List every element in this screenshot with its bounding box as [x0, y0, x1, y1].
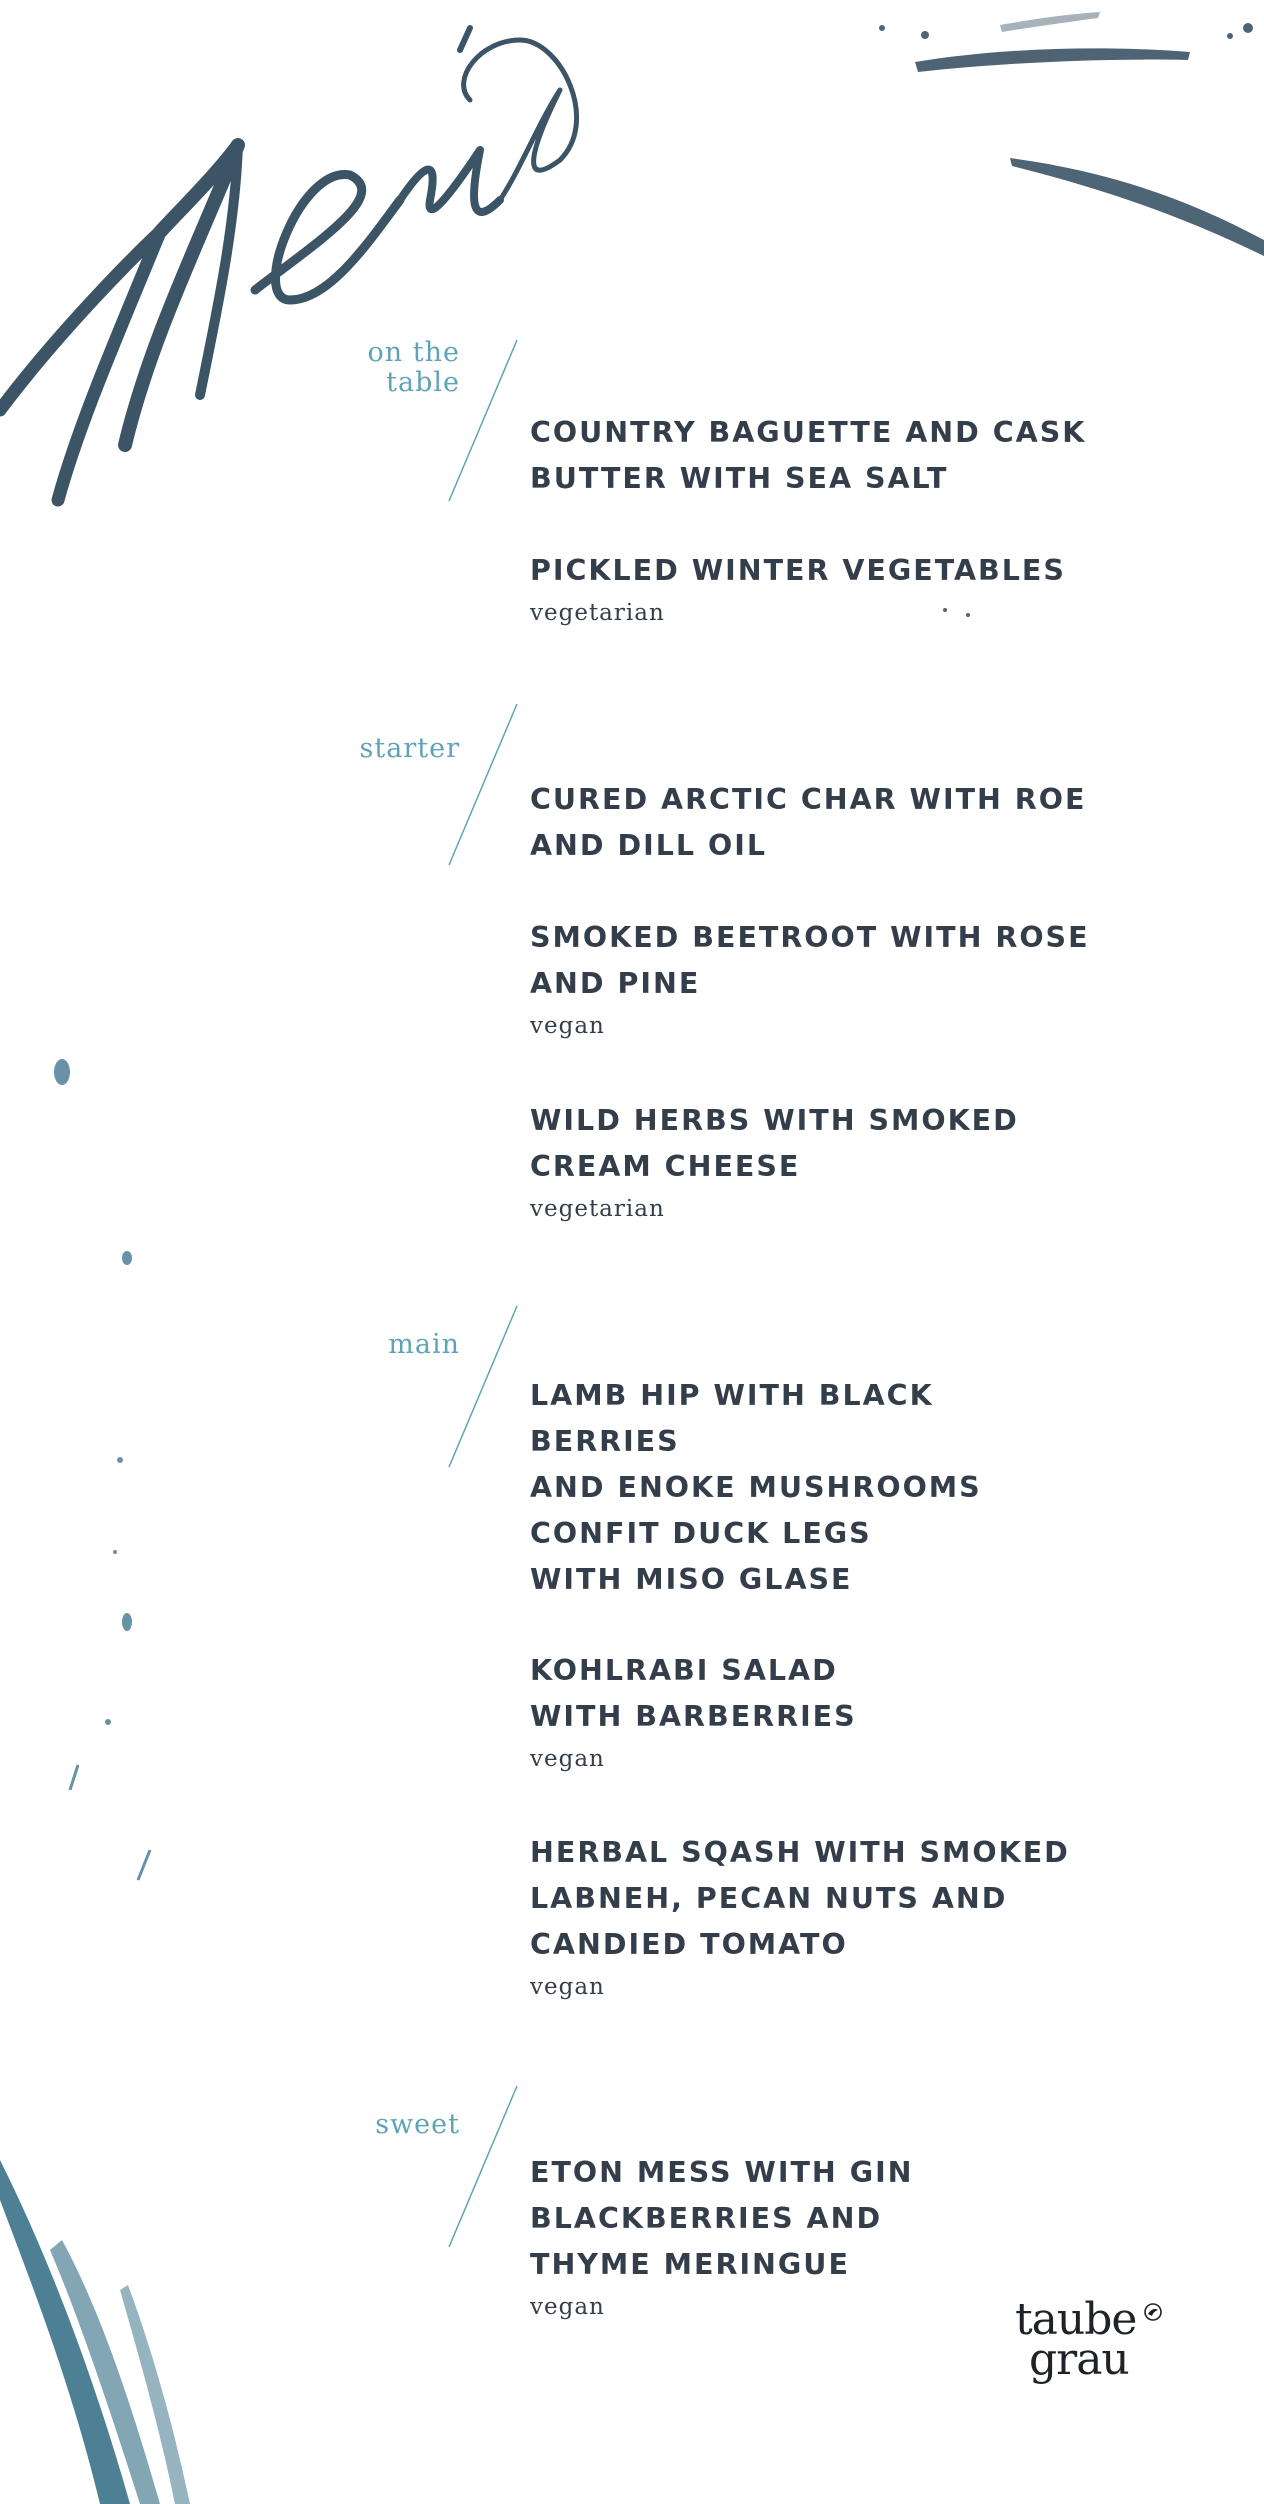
section-label-sweet: sweet — [375, 2109, 460, 2140]
menu-item-name: HERBAL SQASH WITH SMOKED LABNEH, PECAN NUTS AND CANDIED TOMATO — [530, 1836, 1070, 1961]
menu-item-name: CURED ARCTIC CHAR WITH ROE AND DILL OIL — [530, 783, 1087, 862]
menu-item-name: LAMB HIP WITH BLACK BERRIES AND ENOKE MUSHROOMS — [530, 1379, 982, 1504]
menu-item-name: SMOKED BEETROOT WITH ROSE AND PINE — [530, 921, 1090, 1000]
dove-mark-icon — [1142, 2301, 1164, 2323]
menu-item-dietary-note: vegan — [530, 1746, 605, 1772]
menu-item-dietary-note: vegan — [530, 1974, 605, 2000]
menu-item-dietary-note: vegan — [530, 1013, 605, 1039]
section-divider-slash — [445, 2084, 520, 2249]
menu-item-name: CONFIT DUCK LEGS WITH MISO GLASE — [530, 1517, 872, 1596]
menu-item — [530, 777, 1090, 869]
menu-item-name: PICKLED WINTER VEGETABLES — [530, 554, 1066, 587]
menu-item-dietary-note: vegetarian — [530, 600, 665, 626]
section-divider-slash — [445, 338, 520, 503]
menu-item-name: WILD HERBS WITH SMOKED CREAM CHEESE — [530, 1104, 1019, 1183]
menu-item — [530, 2150, 1090, 2320]
menu-item — [530, 1511, 1090, 1603]
menu-item-name: KOHLRABI SALAD WITH BARBERRIES — [530, 1654, 857, 1733]
menu-item — [530, 548, 1090, 626]
section-label-starter: starter — [359, 733, 460, 764]
section-divider-slash — [445, 702, 520, 867]
menu-item-dietary-note: vegetarian — [530, 1196, 665, 1222]
menu-item — [530, 1830, 1090, 2000]
menu-item — [530, 915, 1090, 1039]
section-divider-slash — [445, 1304, 520, 1469]
section-label-on-the-table: on the table — [367, 337, 460, 398]
brand-line-1: taube — [1015, 2294, 1137, 2345]
menu-item-name: ETON MESS WITH GIN BLACKBERRIES AND THYME MERINGUE — [530, 2156, 914, 2281]
menu-item — [530, 1098, 1090, 1222]
menu-item-dietary-note: vegan — [530, 2294, 605, 2320]
menu-item — [530, 1373, 1090, 1511]
menu-item-name: COUNTRY BAGUETTE AND CASK BUTTER WITH SEA SALT — [530, 416, 1087, 495]
menu-item — [530, 410, 1090, 502]
section-label-main: main — [388, 1329, 460, 1360]
menu-item — [530, 1648, 1090, 1772]
brand-line-2: grau — [1029, 2334, 1129, 2385]
